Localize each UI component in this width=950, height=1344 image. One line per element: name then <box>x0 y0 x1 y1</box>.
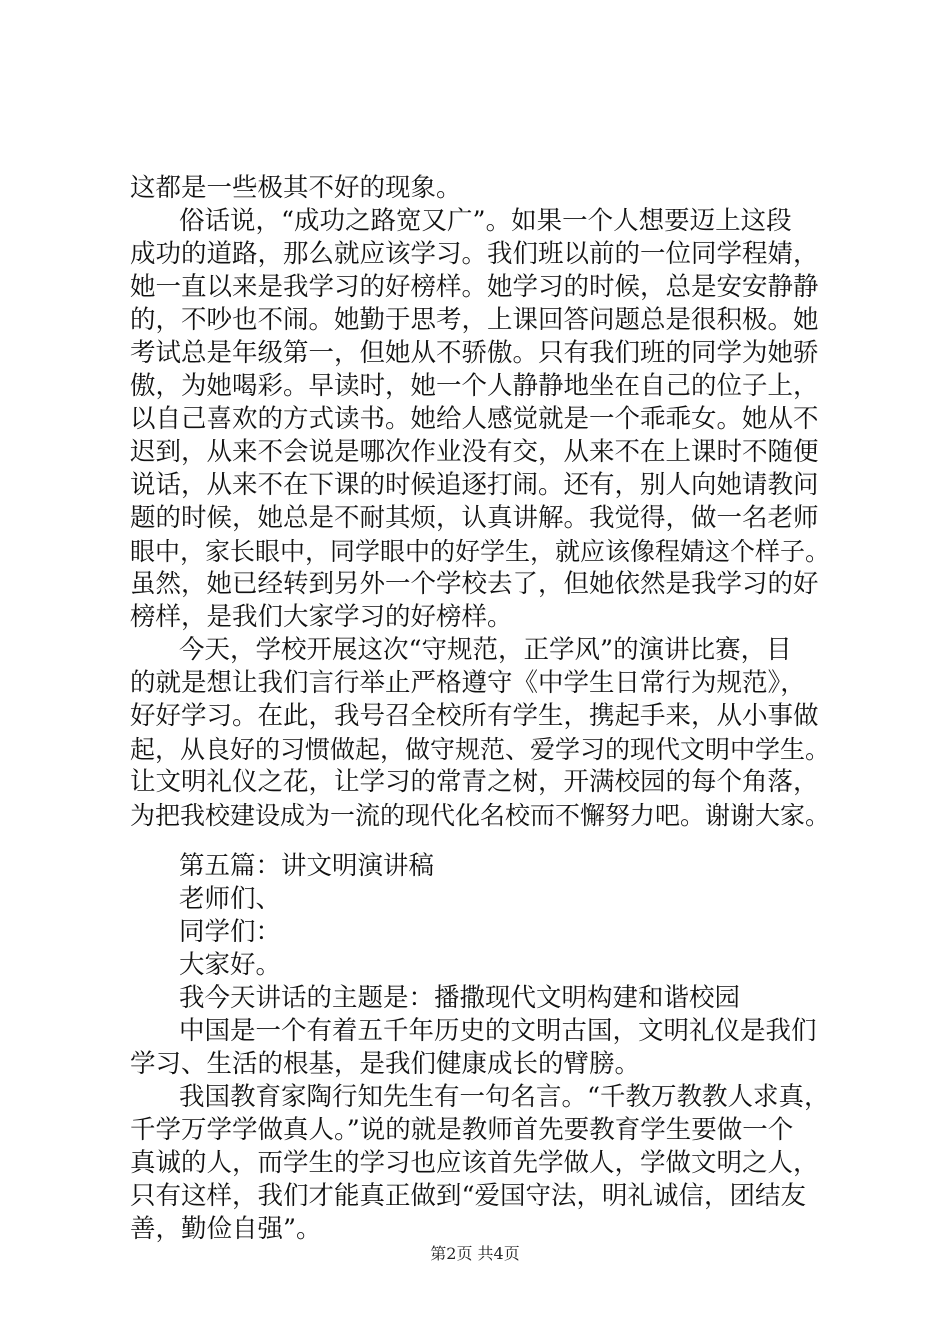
page-footer: 第2页 共4页 <box>430 1244 520 1263</box>
salutation-students: 同学们： <box>179 917 282 947</box>
text-line-31: 只有这样，我们才能真正做到“爱国守法，明礼诚信，团结友 <box>130 1181 807 1211</box>
text-line-29: 千学万学学做真人。”说的就是教师首先要教育学生要做一个 <box>130 1115 794 1145</box>
salutation-teachers: 老师们、 <box>179 884 282 914</box>
text-line-17: 好好学习。在此，我号召全校所有学生，携起手来，从小事做 <box>130 701 819 731</box>
text-line-27: 学习、生活的根基，是我们健康成长的臂膀。 <box>130 1049 641 1079</box>
text-line-1: 这都是一些极其不好的现象。 <box>130 173 462 203</box>
text-line-26: 中国是一个有着五千年历史的文明古国，文明礼仪是我们 <box>179 1016 817 1046</box>
text-line-9: 迟到，从来不会说是哪次作业没有交，从来不在上课时不随便 <box>130 437 819 467</box>
text-line-30: 真诚的人，而学生的学习也应该首先学做人，学做文明之人， <box>130 1148 819 1178</box>
section-heading: 第五篇：讲文明演讲稿 <box>179 851 435 881</box>
text-line-7: 傲，为她喝彩。早读时，她一个人静静地坐在自己的位子上， <box>130 371 819 401</box>
text-line-28: 我国教育家陶行知先生有一句名言。“千教万教教人求真， <box>179 1082 830 1112</box>
text-line-32: 善，勤俭自强”。 <box>130 1214 322 1244</box>
text-line-10: 说话，从来不在下课的时候追逐打闹。还有，别人向她请教问 <box>130 470 819 500</box>
text-line-16: 的就是想让我们言行举止严格遵守《中学生日常行为规范》， <box>130 668 806 698</box>
text-line-15: 今天，学校开展这次“守规范，正学风”的演讲比赛，目 <box>179 635 792 665</box>
text-line-5: 的，不吵也不闹。她勤于思考，上课回答问题总是很积极。她 <box>130 305 819 335</box>
text-line-13: 虽然，她已经转到另外一个学校去了，但她依然是我学习的好 <box>130 569 819 599</box>
speech-theme: 我今天讲话的主题是：播撒现代文明构建和谐校园 <box>179 983 741 1013</box>
text-line-19: 让文明礼仪之花，让学习的常青之树，开满校园的每个角落， <box>130 767 819 797</box>
text-line-20: 为把我校建设成为一流的现代化名校而不懈努力吧。谢谢大家。 <box>130 801 831 830</box>
text-line-18: 起，从良好的习惯做起，做守规范、爱学习的现代文明中学生。 <box>130 735 831 764</box>
text-line-3: 成功的道路，那么就应该学习。我们班以前的一位同学程婧， <box>130 239 819 269</box>
greeting: 大家好。 <box>179 950 282 980</box>
text-line-6: 考试总是年级第一，但她从不骄傲。只有我们班的同学为她骄 <box>130 338 819 368</box>
text-line-12: 眼中，家长眼中，同学眼中的好学生，就应该像程婧这个样子。 <box>130 537 831 566</box>
text-line-8: 以自己喜欢的方式读书。她给人感觉就是一个乖乖女。她从不 <box>130 404 819 434</box>
text-line-2: 俗话说，“成功之路宽又广”。如果一个人想要迈上这段 <box>179 206 792 236</box>
text-line-14: 榜样，是我们大家学习的好榜样。 <box>130 602 513 632</box>
text-line-11: 题的时候，她总是不耐其烦，认真讲解。我觉得，做一名老师 <box>130 503 819 533</box>
text-line-4: 她一直以来是我学习的好榜样。她学习的时候，总是安安静静 <box>130 272 819 302</box>
